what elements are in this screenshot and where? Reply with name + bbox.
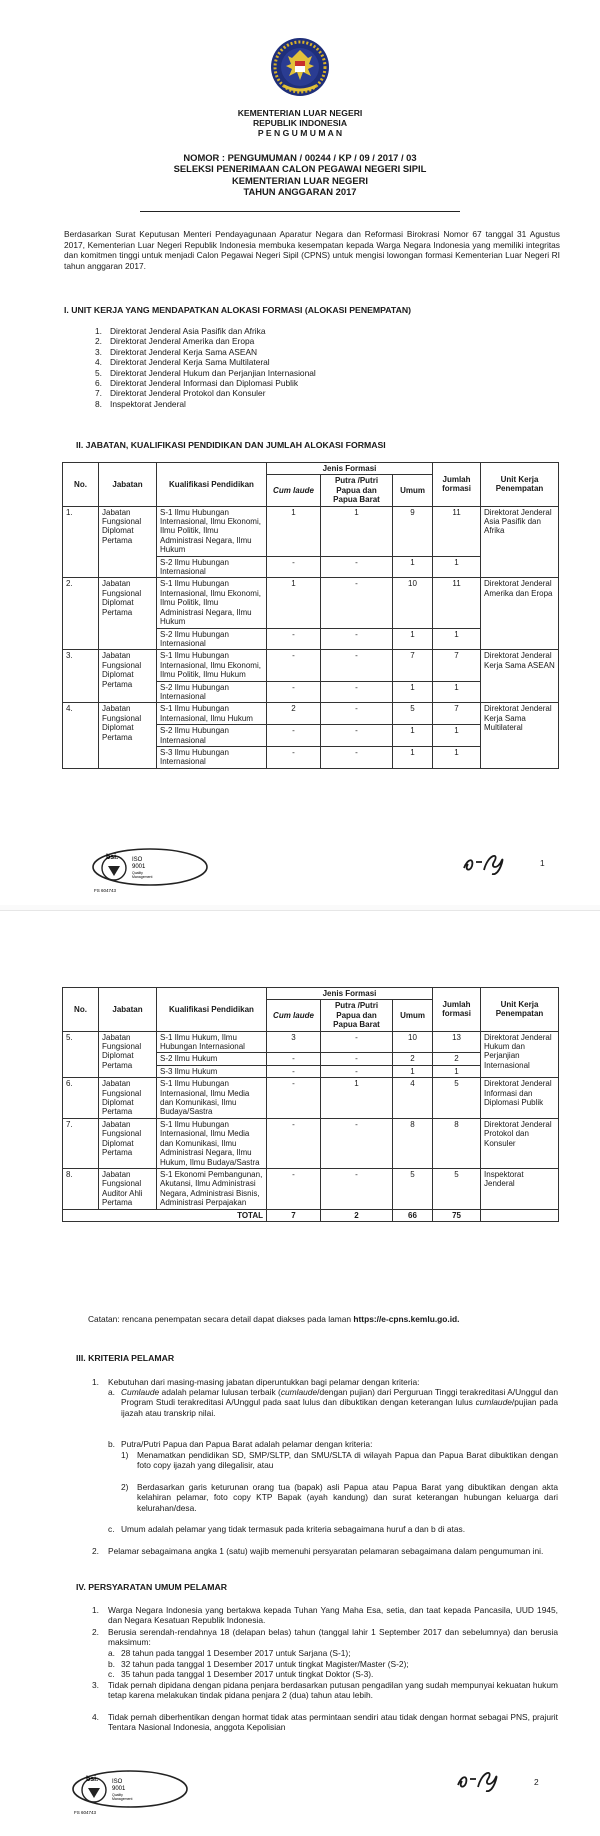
initial-signature-icon <box>454 1767 506 1795</box>
ministry-emblem-icon <box>270 36 330 98</box>
cell-umum: 1 <box>393 556 433 578</box>
unit-list-item: 4. Direktorat Jenderal Kerja Sama Multilateral <box>95 357 270 368</box>
section-3-title: III. KRITERIA PELAMAR <box>76 1353 175 1363</box>
col-header-cumlaude: Cum laude <box>267 1000 321 1031</box>
formasi-table-1 <box>62 462 559 769</box>
cell-unit: Direktorat Jenderal Asia Pasifik dan Afrika <box>481 506 559 578</box>
formasi-table-2 <box>62 987 559 1222</box>
section-2-title: II. JABATAN, KUALIFIKASI PENDIDIKAN DAN JUMLAH ALOKASI FORMASI <box>76 440 386 450</box>
cell-papua: - <box>321 1168 393 1209</box>
col-header-jumlah: Jumlah formasi <box>433 463 481 507</box>
cell-kualifikasi: S-2 Ilmu Hukum <box>157 1053 267 1065</box>
cell-kualifikasi: S-2 Ilmu Hubungan Internasional <box>157 681 267 703</box>
qm-text-2: Management <box>132 875 153 879</box>
cell-umum: 1 <box>393 681 433 703</box>
title-divider <box>140 211 460 212</box>
col-header-kualifikasi: Kualifikasi Pendidikan <box>157 463 267 507</box>
cell-kualifikasi: S-1 Ilmu Hukum, Ilmu Hubungan Internasional <box>157 1031 267 1053</box>
bsi-text: bsi. <box>86 1776 99 1783</box>
cell-kualifikasi: S-1 Ilmu Hubungan Internasional, Ilmu Ekonomi, Ilmu Politik, Ilmu Administrasi Negara, Ilmu Hukum <box>157 506 267 556</box>
cell-cumlaude: 1 <box>267 506 321 556</box>
cell-umum: 9 <box>393 506 433 556</box>
cell-umum: 10 <box>393 1031 433 1053</box>
announcement-ministry: KEMENTERIAN LUAR NEGERI <box>232 175 368 186</box>
bsi-certification-icon <box>88 846 208 894</box>
col-header-jumlah: Jumlah formasi <box>433 988 481 1032</box>
page-2 <box>0 910 600 1836</box>
requirement-item-2c: c. 35 tahun pada tanggal 1 Desember 2017 untuk tingkat Doktor (S-3). <box>108 1669 374 1679</box>
table-row <box>63 1031 559 1053</box>
cert-number: FS 604743 <box>94 888 117 893</box>
cell-no: 3. <box>63 650 99 703</box>
unit-list-item: 1. Direktorat Jenderal Asia Pasifik dan Afrika <box>95 326 266 336</box>
total-papua: 2 <box>321 1209 393 1221</box>
col-header-jenis-formasi: Jenis Formasi <box>267 463 433 475</box>
cell-jumlah: 1 <box>433 681 481 703</box>
cell-umum: 8 <box>393 1118 433 1168</box>
cell-no: 5. <box>63 1031 99 1078</box>
cell-jumlah: 8 <box>433 1118 481 1168</box>
cell-kualifikasi: S-2 Ilmu Hubungan Internasional <box>157 725 267 747</box>
cell-cumlaude: - <box>267 1053 321 1065</box>
cell-no: 8. <box>63 1168 99 1209</box>
unit-list-item: 2. Direktorat Jenderal Amerika dan Eropa <box>95 336 255 347</box>
cell-unit: Direktorat Jenderal Kerja Sama Multilateral <box>481 703 559 768</box>
cell-cumlaude: 1 <box>267 578 321 628</box>
requirement-item-1: 1. Warga Negara Indonesia yang bertakwa kepada Tuhan Yang Maha Esa, setia, dan taat kepada Pancasila, UUD 1945, dan Negara Kesatuan Republik Indonesia. <box>92 1605 558 1626</box>
cell-jumlah: 1 <box>433 1065 481 1077</box>
col-header-jenis-formasi: Jenis Formasi <box>267 988 433 1000</box>
cert-number: FS 604743 <box>74 1810 97 1815</box>
cell-papua: - <box>321 703 393 725</box>
unit-list-item: 6. Direktorat Jenderal Informasi dan Diplomasi Publik <box>95 378 299 389</box>
cell-kualifikasi: S-1 Ilmu Hubungan Internasional, Ilmu Ekonomi, Ilmu Politik, Ilmu Administrasi Negara, Ilmu Hukum <box>157 578 267 628</box>
cell-papua: - <box>321 681 393 703</box>
placement-note: Catatan: rencana penempatan secara detail dapat diakses pada laman https://e-cpns.kemlu.go.id. <box>88 1314 460 1324</box>
cell-cumlaude: - <box>267 1118 321 1168</box>
col-header-cumlaude: Cum laude <box>267 475 321 506</box>
cell-umum: 2 <box>393 1053 433 1065</box>
table-row <box>63 1078 559 1119</box>
cell-cumlaude: 3 <box>267 1031 321 1053</box>
cell-cumlaude: - <box>267 650 321 681</box>
qm-text-1: Quality <box>112 1793 123 1797</box>
qm-text-1: Quality <box>132 871 143 875</box>
cell-kualifikasi: S-1 Ilmu Hubungan Internasional, Ilmu Ekonomi, Ilmu Politik, Ilmu Hukum <box>157 650 267 681</box>
cell-umum: 1 <box>393 746 433 768</box>
table-row <box>63 1168 559 1209</box>
criteria-item-1: 1. Kebutuhan dari masing-masing jabatan diperuntukkan bagi pelamar dengan kriteria: <box>92 1377 420 1387</box>
cell-jabatan: Jabatan Fungsional Auditor Ahli Pertama <box>99 1168 157 1209</box>
cell-cumlaude: - <box>267 628 321 650</box>
cell-papua: - <box>321 1053 393 1065</box>
cell-no: 2. <box>63 578 99 650</box>
cell-jumlah: 7 <box>433 650 481 681</box>
unit-list-item: 7. Direktorat Jenderal Protokol dan Konsuler <box>95 388 266 399</box>
cell-cumlaude: 2 <box>267 703 321 725</box>
cell-jumlah: 7 <box>433 703 481 725</box>
cell-cumlaude: - <box>267 1078 321 1119</box>
cell-cumlaude: - <box>267 746 321 768</box>
col-header-no: No. <box>63 463 99 507</box>
cell-kualifikasi: S-1 Ilmu Hubungan Internasional, Ilmu Hukum <box>157 703 267 725</box>
col-header-unit: Unit Kerja Penempatan <box>481 988 559 1032</box>
col-header-jabatan: Jabatan <box>99 988 157 1032</box>
iso-num-text: 9001 <box>112 1786 126 1792</box>
cell-jabatan: Jabatan Fungsional Diplomat Pertama <box>99 578 157 650</box>
cell-jabatan: Jabatan Fungsional Diplomat Pertama <box>99 650 157 703</box>
iso-text: ISO <box>112 1779 123 1785</box>
cell-jumlah: 1 <box>433 628 481 650</box>
col-header-kualifikasi: Kualifikasi Pendidikan <box>157 988 267 1032</box>
cell-umum: 1 <box>393 725 433 747</box>
cell-umum: 5 <box>393 703 433 725</box>
cell-umum: 5 <box>393 1168 433 1209</box>
cell-unit: Direktorat Jenderal Amerika dan Eropa <box>481 578 559 650</box>
cell-papua: - <box>321 725 393 747</box>
col-header-papua: Putra /Putri Papua dan Papua Barat <box>321 475 393 506</box>
cell-umum: 1 <box>393 628 433 650</box>
criteria-item-b1: 1) Menamatkan pendidikan SD, SMP/SLTP, dan SMU/SLTA di wilayah Papua dan Papua Barat dibuktikan dengan foto copy ijazah yang dilegalisir, atau <box>121 1450 558 1471</box>
section-4-title: IV. PERSYARATAN UMUM PELAMAR <box>76 1582 228 1592</box>
unit-list-item: 5. Direktorat Jenderal Hukum dan Perjanjian Internasional <box>95 367 316 378</box>
letterhead-ministry: KEMENTERIAN LUAR NEGERI <box>237 108 363 118</box>
cell-unit: Direktorat Jenderal Protokol dan Konsuler <box>481 1118 559 1168</box>
total-cumlaude: 7 <box>267 1209 321 1221</box>
col-header-unit: Unit Kerja Penempatan <box>481 463 559 507</box>
cell-jumlah: 13 <box>433 1031 481 1053</box>
requirement-item-4: 4. Tidak pernah diberhentikan dengan hormat tidak atas permintaan sendiri atau tidak dengan hormat sebagai PNS, prajurit Tentara Nasional Indonesia, anggota Kepolisian <box>92 1712 558 1733</box>
cell-umum: 7 <box>393 650 433 681</box>
table-row <box>63 650 559 681</box>
cell-kualifikasi: S-2 Ilmu Hubungan Internasional <box>157 628 267 650</box>
page-number-2: 2 <box>534 1777 539 1787</box>
iso-num-text: 9001 <box>132 864 146 870</box>
cell-umum: 4 <box>393 1078 433 1119</box>
cell-jabatan: Jabatan Fungsional Diplomat Pertama <box>99 1118 157 1168</box>
cell-papua: - <box>321 746 393 768</box>
cell-jumlah: 1 <box>433 725 481 747</box>
page-1 <box>0 0 600 910</box>
total-row <box>63 1209 559 1221</box>
cell-no: 6. <box>63 1078 99 1119</box>
cell-papua: - <box>321 650 393 681</box>
col-header-no: No. <box>63 988 99 1032</box>
bsi-certification-icon <box>68 1768 188 1816</box>
cell-cumlaude: - <box>267 1065 321 1077</box>
cell-papua: - <box>321 1031 393 1053</box>
cell-no: 1. <box>63 506 99 578</box>
unit-list <box>95 326 515 409</box>
requirement-item-2: 2. Berusia serendah-rendahnya 18 (delapan belas) tahun (tanggal lahir 1 September 2017 dan sebelumnya) dan berusia maksimum: <box>92 1627 558 1648</box>
iso-text: ISO <box>132 857 143 863</box>
cell-no: 7. <box>63 1118 99 1168</box>
requirement-item-2a: a. 28 tahun pada tanggal 1 Desember 2017 untuk Sarjana (S-1); <box>108 1648 351 1658</box>
cell-jabatan: Jabatan Fungsional Diplomat Pertama <box>99 703 157 768</box>
cell-jumlah: 5 <box>433 1078 481 1119</box>
announcement-title: SELEKSI PENERIMAAN CALON PEGAWAI NEGERI SIPIL <box>173 163 427 174</box>
cell-unit: Inspektorat Jenderal <box>481 1168 559 1209</box>
total-umum: 66 <box>393 1209 433 1221</box>
cell-papua: 1 <box>321 506 393 556</box>
cell-papua: - <box>321 1118 393 1168</box>
cell-no: 4. <box>63 703 99 768</box>
col-header-papua: Putra /Putri Papua dan Papua Barat <box>321 1000 393 1031</box>
criteria-item-b: b. Putra/Putri Papua dan Papua Barat adalah pelamar dengan kriteria: <box>108 1439 373 1449</box>
table-row <box>63 506 559 556</box>
cell-unit: Direktorat Jenderal Informasi dan Diplomasi Publik <box>481 1078 559 1119</box>
e-cpns-link[interactable]: https://e-cpns.kemlu.go.id. <box>353 1314 460 1324</box>
unit-list-item: 3. Direktorat Jenderal Kerja Sama ASEAN <box>95 346 258 357</box>
cell-umum: 1 <box>393 1065 433 1077</box>
letterhead-country: REPUBLIK INDONESIA <box>252 118 348 128</box>
cell-kualifikasi: S-2 Ilmu Hubungan Internasional <box>157 556 267 578</box>
criteria-item-c: c. Umum adalah pelamar yang tidak termasuk pada kriteria sebagaimana huruf a dan b di atas. <box>108 1524 466 1534</box>
criteria-item-a: a. Cumlaude adalah pelamar lulusan terbaik (cumlaude/dengan pujian) dari Perguruan Tinggi terakreditasi A/Unggul dan Program Studi terakreditasi A/Unggul pada saat lulus dan dibuktikan dengan keterangan lulus cumlaude/pujian pada ijazah atau transkrip nilai. <box>108 1387 558 1418</box>
col-header-umum: Umum <box>393 475 433 506</box>
criteria-item-2: 2. Pelamar sebagaimana angka 1 (satu) wajib memenuhi persyaratan pelamaran sebagaimana dalam pengumuman ini. <box>92 1546 544 1556</box>
cell-jumlah: 5 <box>433 1168 481 1209</box>
total-unit-empty <box>481 1209 559 1221</box>
announcement-number: NOMOR : PENGUMUMAN / 00244 / KP / 09 / 2017 / 03 <box>183 152 417 163</box>
total-label: TOTAL <box>63 1209 267 1221</box>
table-row <box>63 578 559 628</box>
table-row <box>63 703 559 725</box>
page-number-1: 1 <box>540 858 545 868</box>
cell-jumlah: 1 <box>433 746 481 768</box>
col-header-jabatan: Jabatan <box>99 463 157 507</box>
announcement-year: TAHUN ANGGARAN 2017 <box>243 186 357 197</box>
cell-cumlaude: - <box>267 556 321 578</box>
initial-signature-icon <box>460 850 512 878</box>
cell-jumlah: 2 <box>433 1053 481 1065</box>
requirement-item-3: 3. Tidak pernah dipidana dengan pidana penjara berdasarkan putusan pengadilan yang sudah mempunyai kekuatan hukum tetap karena melakukan tindak pidana penjara 2 (dua) tahun atau lebih. <box>92 1680 558 1701</box>
bsi-text: bsi. <box>106 854 119 861</box>
cell-kualifikasi: S-1 Ilmu Hubungan Internasional, Ilmu Media dan Komunikasi, Ilmu Budaya/Sastra <box>157 1078 267 1119</box>
requirement-item-2b: b. 32 tahun pada tanggal 1 Desember 2017 untuk tingkat Magister/Master (S-2); <box>108 1659 409 1669</box>
cell-jabatan: Jabatan Fungsional Diplomat Pertama <box>99 1031 157 1078</box>
cell-unit: Direktorat Jenderal Kerja Sama ASEAN <box>481 650 559 703</box>
cell-jumlah: 1 <box>433 556 481 578</box>
cell-cumlaude: - <box>267 725 321 747</box>
table-row <box>63 1118 559 1168</box>
total-jumlah: 75 <box>433 1209 481 1221</box>
cell-kualifikasi: S-1 Ilmu Hubungan Internasional, Ilmu Media dan Komunikasi, Ilmu Administrasi Negara, Ilmu Hukum, Ilmu Budaya/Sastra <box>157 1118 267 1168</box>
cell-cumlaude: - <box>267 1168 321 1209</box>
cell-jumlah: 11 <box>433 578 481 628</box>
cell-cumlaude: - <box>267 681 321 703</box>
intro-paragraph: Berdasarkan Surat Keputusan Menteri Pendayagunaan Aparatur Negara dan Reformasi Birokrasi Nomor 67 tanggal 31 Agustus 2017, Kementerian Luar Negeri Republik Indonesia membuka kesempatan kepada Warga Negara Indonesia yang memiliki integritas dan komitmen tinggi untuk menjadi Calon Pegawai Negeri Sipil (CPNS) untuk mengisi lowongan formasi Kementerian Luar Negeri RI tahun anggaran 2017. <box>64 229 560 271</box>
cell-jabatan: Jabatan Fungsional Diplomat Pertama <box>99 506 157 578</box>
cell-jabatan: Jabatan Fungsional Diplomat Pertama <box>99 1078 157 1119</box>
cell-umum: 10 <box>393 578 433 628</box>
cell-papua: 1 <box>321 1078 393 1119</box>
cell-jumlah: 11 <box>433 506 481 556</box>
qm-text-2: Management <box>112 1797 133 1801</box>
cell-papua: - <box>321 556 393 578</box>
section-1-title: I. UNIT KERJA YANG MENDAPATKAN ALOKASI FORMASI (ALOKASI PENEMPATAN) <box>64 305 412 315</box>
cell-kualifikasi: S-1 Ekonomi Pembangunan, Akutansi, Ilmu Administrasi Negara, Administrasi Bisnis, Administrasi Perpajakan <box>157 1168 267 1209</box>
cell-kualifikasi: S-3 Ilmu Hubungan Internasional <box>157 746 267 768</box>
cell-unit: Direktorat Jenderal Hukum dan Perjanjian Internasional <box>481 1031 559 1078</box>
col-header-umum: Umum <box>393 1000 433 1031</box>
cell-papua: - <box>321 1065 393 1077</box>
cell-papua: - <box>321 628 393 650</box>
unit-list-item: 8. Inspektorat Jenderal <box>95 398 186 409</box>
cell-papua: - <box>321 578 393 628</box>
cell-kualifikasi: S-3 Ilmu Hukum <box>157 1065 267 1077</box>
criteria-item-b2: 2) Berdasarkan garis keturunan orang tua (bapak) asli Papua atau Papua Barat yang dibuktikan dengan akta kelahiran pelamar, foto copy KTP Bapak (ayah kandung) dan surat keterangan hubungan keluarga dari kelurahan/desa. <box>121 1482 558 1513</box>
letterhead-announcement: P E N G U M U M A N <box>257 128 343 138</box>
